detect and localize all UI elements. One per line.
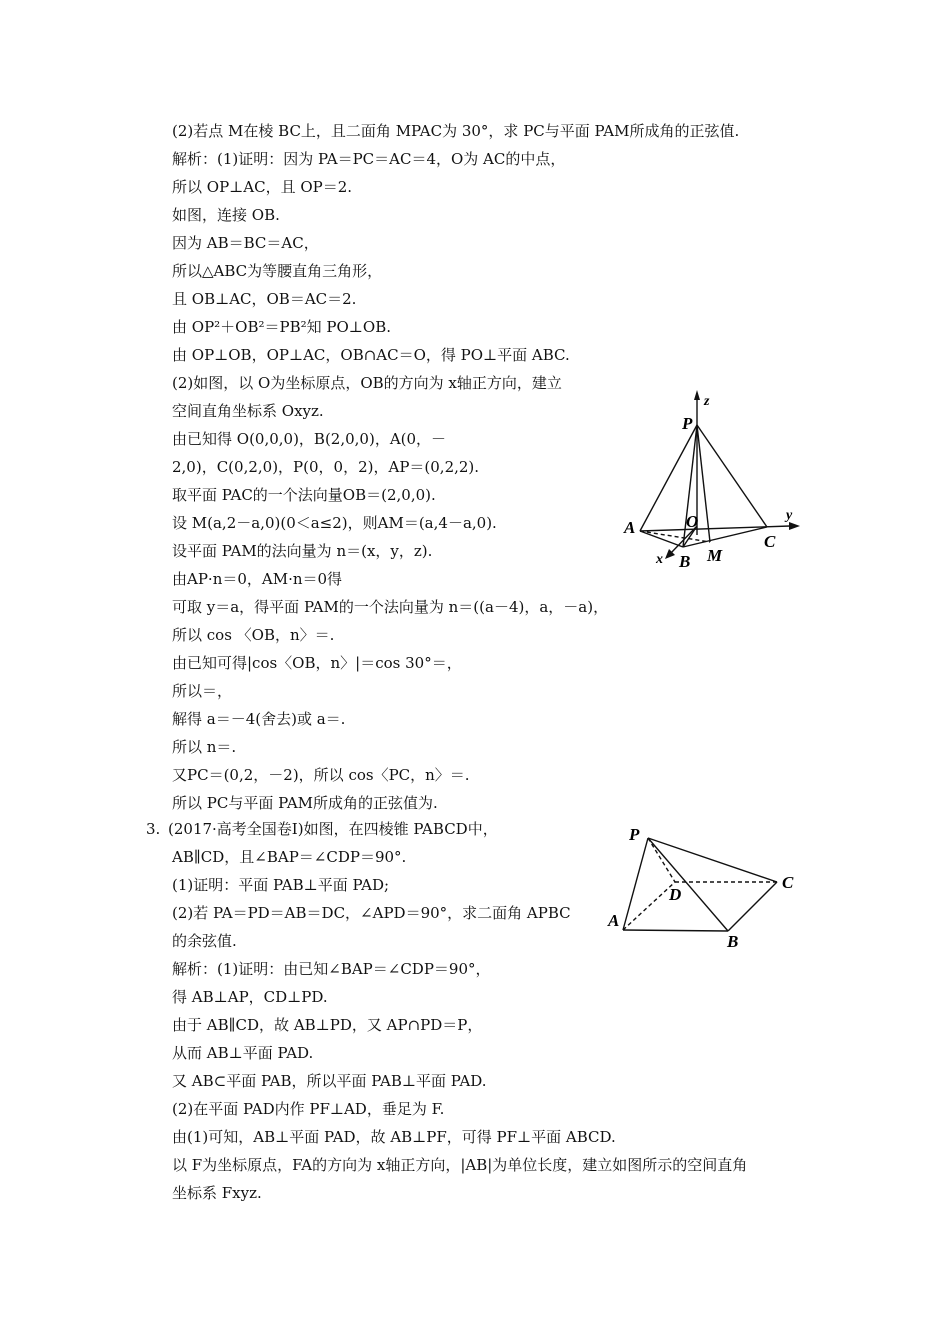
text-line: 解析：(1)证明：由已知∠BAP＝∠CDP＝90°，	[172, 960, 491, 978]
text-line: (2)若 PA＝PD＝AB＝DC，∠APD＝90°，求二面角 APBC	[172, 904, 571, 922]
edge-AB	[640, 531, 683, 547]
text-line: (1)证明：平面 PAB⊥平面 PAD;	[172, 876, 390, 894]
text-line: 所以 cos 〈OB，n〉＝.	[172, 626, 335, 644]
label-A: A	[608, 911, 620, 930]
figure-pyramid	[605, 820, 805, 955]
text-line: 由 OP²＋OB²＝PB²知 PO⊥OB.	[172, 318, 391, 336]
label-B: B	[679, 552, 691, 571]
label-A: A	[624, 518, 636, 537]
problem-number: 3.	[146, 820, 161, 838]
text-line: 由于 AB∥CD，故 AB⊥PD，又 AP∩PD＝P，	[172, 1016, 483, 1034]
text-line: 又 AB⊂平面 PAB，所以平面 PAB⊥平面 PAD.	[172, 1072, 487, 1090]
text-line: 如图，连接 OB.	[172, 206, 280, 224]
edge-AM	[640, 531, 710, 542]
z-axis-arrow	[694, 390, 700, 400]
text-line: 的余弦值.	[172, 932, 237, 950]
text-line: (2)若点 M在棱 BC上，且二面角 MPAC为 30°，求 PC与平面 PAM所成角的正弦值.	[172, 122, 740, 140]
edge-AB	[623, 930, 728, 931]
text-line: (2)如图，以 O为坐标原点，OB的方向为 x轴正方向，建立	[172, 374, 562, 392]
label-y: y	[786, 508, 793, 523]
text-line: 由已知可得|cos〈OB，n〉|＝cos 30°＝，	[172, 654, 462, 672]
text-line: 因为 AB＝BC＝AC，	[172, 234, 319, 252]
label-D: D	[669, 885, 682, 904]
text-line: 坐标系 Fxyz.	[172, 1184, 262, 1202]
text-line: 设平面 PAM的法向量为 n＝(x，y，z).	[172, 542, 433, 560]
y-axis	[640, 526, 790, 531]
text-line: 取平面 PAC的一个法向量OB＝(2,0,0).	[172, 486, 436, 504]
label-M: M	[707, 546, 723, 565]
label-x: x	[656, 552, 663, 567]
text-line: 2,0)，C(0,2,0)，P(0，0，2)，AP＝(0,2,2).	[172, 458, 480, 476]
label-C: C	[782, 873, 794, 892]
edge-AD	[623, 882, 675, 930]
label-P: P	[682, 414, 693, 433]
text-line: 解析：(1)证明：因为 PA＝PC＝AC＝4，O为 AC的中点，	[172, 150, 566, 168]
edge-PD	[648, 838, 675, 882]
text-line: (2017·高考全国卷Ⅰ)如图，在四棱锥 PABCD中，	[168, 820, 498, 838]
text-line: 所以＝，	[172, 682, 233, 700]
text-line: 得 AB⊥AP，CD⊥PD.	[172, 988, 328, 1006]
edge-PM	[697, 425, 710, 542]
text-line: 设 M(a,2－a,0)(0＜a≤2)，则AM＝(a,4－a,0).	[172, 514, 497, 532]
label-O: O	[686, 512, 699, 531]
edge-PA	[623, 838, 648, 930]
text-line: 以 F为坐标原点，FA的方向为 x轴正方向，|AB|为单位长度，建立如图所示的空间直角	[172, 1156, 748, 1174]
y-axis-arrow	[789, 522, 800, 530]
text-line: 解得 a＝－4(舍去)或 a＝.	[172, 710, 346, 728]
figure-tetrahedron	[610, 385, 810, 575]
text-line: 由(1)可知，AB⊥平面 PAD，故 AB⊥PF，可得 PF⊥平面 ABCD.	[172, 1128, 616, 1146]
text-line: 又PC＝(0,2，－2)，所以 cos〈PC，n〉＝.	[172, 766, 470, 784]
text-line: 可取 y＝a，得平面 PAM的一个法向量为 n＝((a－4)，a，－a)，	[172, 598, 609, 616]
text-line: (2)在平面 PAD内作 PF⊥AD，垂足为 F.	[172, 1100, 445, 1118]
text-line: AB∥CD，且∠BAP＝∠CDP＝90°.	[172, 848, 407, 866]
edge-PC	[697, 425, 767, 527]
text-line: 空间直角坐标系 Oxyz.	[172, 402, 324, 420]
text-line: 由已知得 O(0,0,0)，B(2,0,0)，A(0，－	[172, 430, 447, 448]
label-P: P	[629, 825, 640, 844]
label-C: C	[764, 532, 776, 551]
edge-BC	[728, 882, 777, 931]
text-line: 由 OP⊥OB，OP⊥AC，OB∩AC＝O，得 PO⊥平面 ABC.	[172, 346, 570, 364]
text-line: 所以 PC与平面 PAM所成角的正弦值为.	[172, 794, 438, 812]
text-line: 所以 OP⊥AC，且 OP＝2.	[172, 178, 353, 196]
text-line: 由AP·n＝0，AM·n＝0得	[172, 570, 343, 588]
text-line: 所以 n＝.	[172, 738, 237, 756]
text-line: 所以△ABC为等腰直角三角形，	[172, 262, 383, 280]
label-B: B	[727, 932, 739, 951]
label-z: z	[704, 394, 710, 409]
text-line: 且 OB⊥AC，OB＝AC＝2.	[172, 290, 357, 308]
text-line: 从而 AB⊥平面 PAD.	[172, 1044, 314, 1062]
